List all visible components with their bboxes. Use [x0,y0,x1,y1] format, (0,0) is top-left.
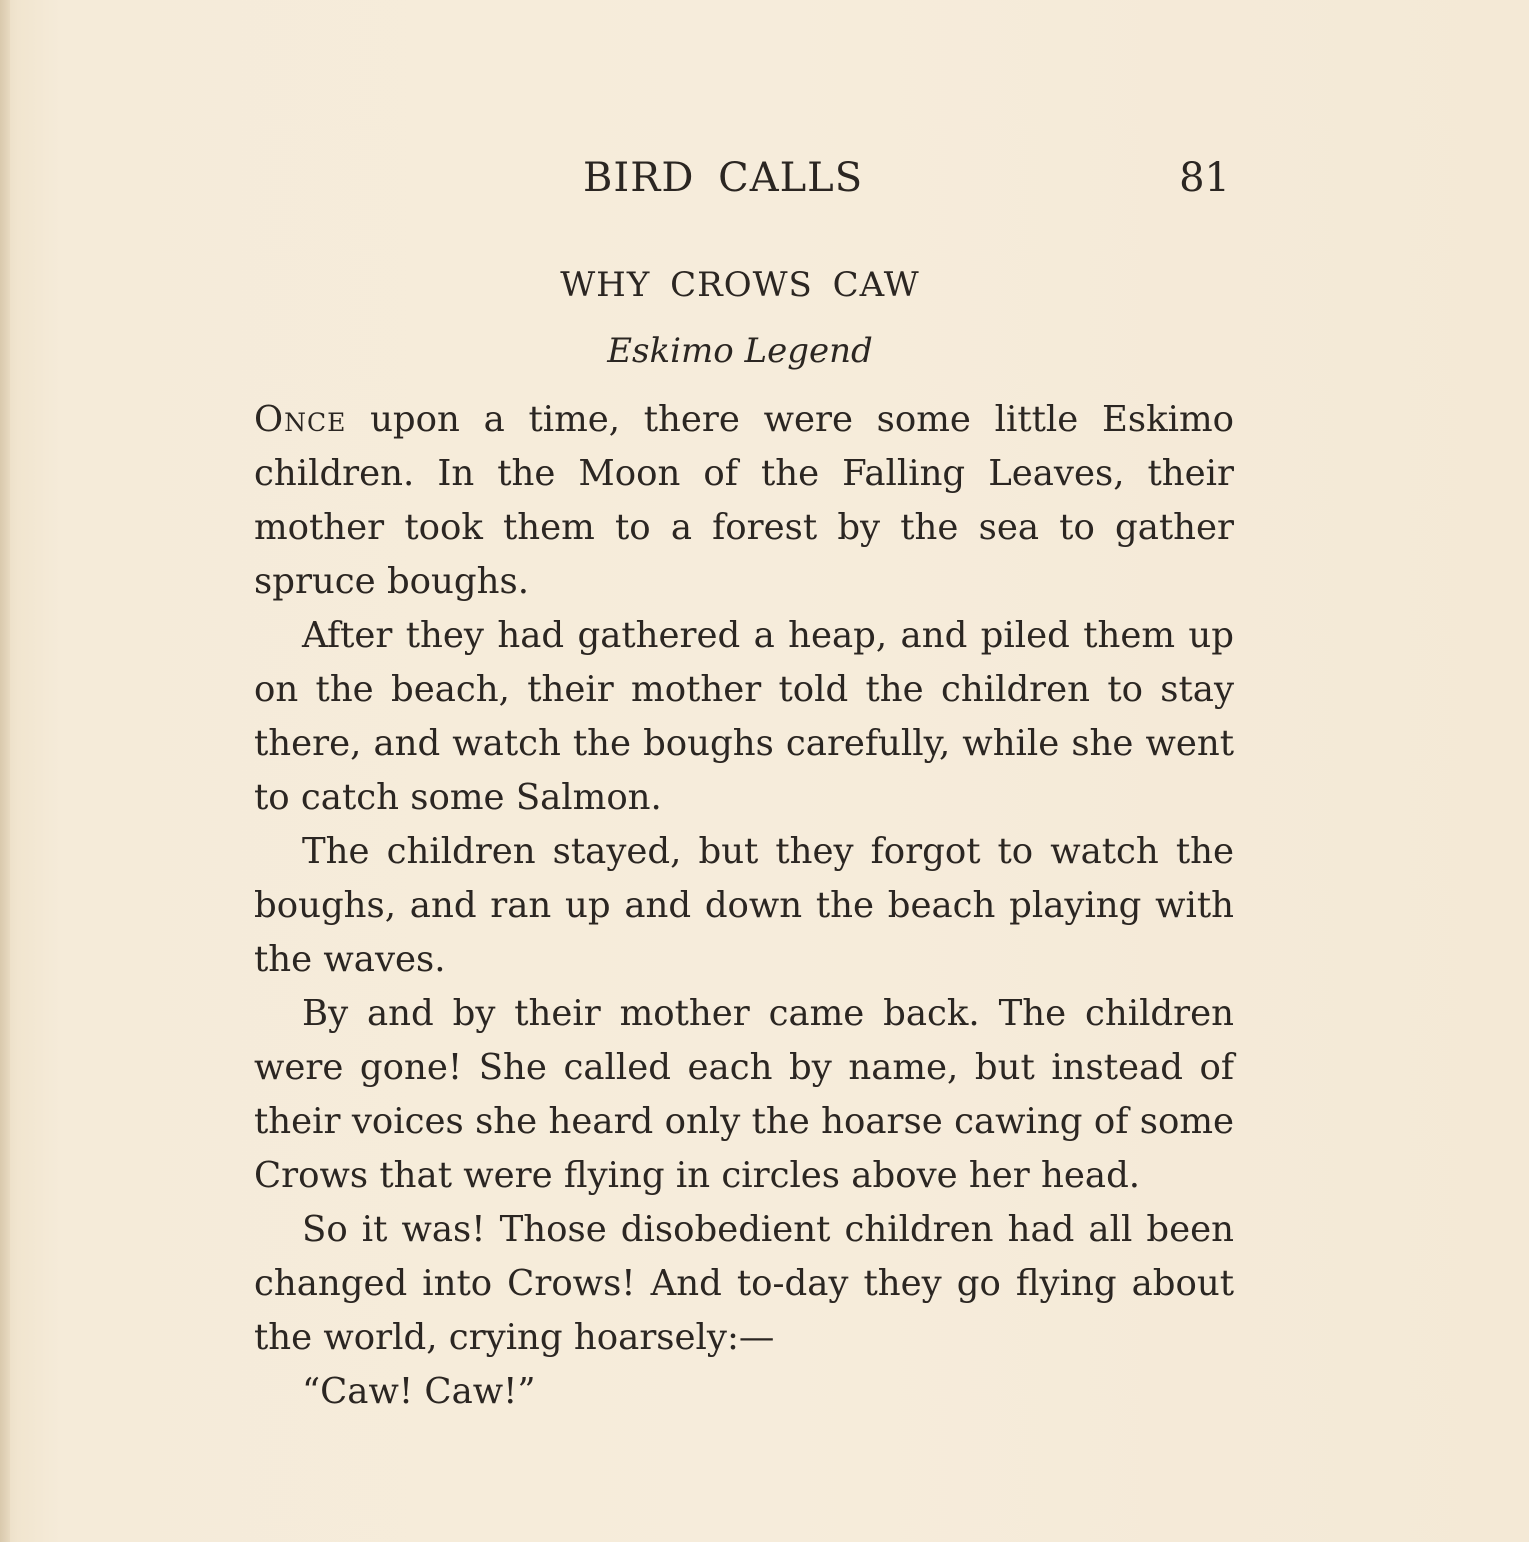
page-number: 81 [1179,155,1230,201]
paragraph-1 [254,393,1234,609]
story-body [254,393,1234,1419]
paragraph-3: The children stayed, but they forgot to watch the boughs, and ran up and down the beach playing with the waves. [254,831,1234,980]
running-head-title: BIRD CALLS [583,155,864,201]
paragraph-1-text: upon a time, there were some little Eskimo children. In the Moon of the Falling Leaves, their mother took them to a forest by the sea to gather spruce boughs. [254,399,1234,602]
opening-word: Once [254,399,347,440]
story-title: WHY CROWS CAW [560,265,920,305]
story-subtitle: Eskimo Legend [607,331,873,371]
paragraph-5: So it was! Those disobedient children had all been changed into Crows! And to-day they go flying about the world, crying hoarsely:— [254,1209,1234,1358]
page-edge [0,0,10,1542]
paragraph-4: By and by their mother came back. The children were gone! She called each by name, but instead of their voices she heard only the hoarse cawing of some Crows that were flying in circles above her head. [254,993,1234,1196]
paragraph-2: After they had gathered a heap, and piled them up on the beach, their mother told the children to stay there, and watch the boughs carefully, while she went to catch some Salmon. [254,615,1234,818]
closing-line: “Caw! Caw!” [302,1371,536,1412]
running-head [250,150,1230,210]
